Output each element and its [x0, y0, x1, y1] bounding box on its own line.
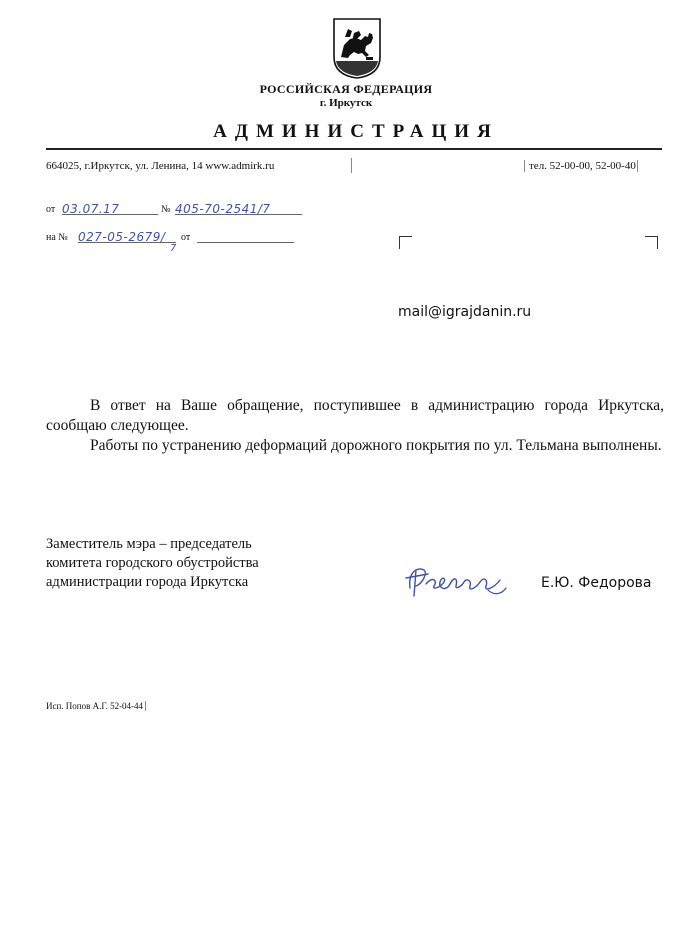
reply-label: на № [46, 232, 68, 243]
address-block-corner-right [645, 236, 658, 249]
header-divider [46, 148, 662, 150]
reply-from-label: от [181, 232, 191, 243]
reply-from-date-field [197, 228, 294, 243]
body-paragraph-2: Работы по устранению деформаций дорожного покрытия по ул. Тельмана выполнены. [90, 437, 662, 454]
executor-note: Исп. Попов А.Г. 52-04-44 [46, 701, 146, 711]
phone-line: тел. 52-00-00, 52-00-40 [524, 160, 638, 172]
signer-position [46, 535, 259, 592]
city-name: г. Иркутск [319, 97, 373, 109]
address-block-corner-left [399, 236, 412, 249]
signer-position-line-1: Заместитель мэра – председатель [46, 536, 252, 552]
reply-number-suffix: 7 [170, 243, 177, 254]
country-name: РОССИЙСКАЯ ФЕДЕРАЦИЯ [259, 82, 433, 96]
signer-position-line-3: администрации города Иркутска [46, 574, 249, 590]
signer-name: Е.Ю. Федорова [541, 575, 652, 591]
address-separator [351, 158, 352, 173]
signature-icon [402, 556, 510, 606]
coat-of-arms-icon [332, 17, 382, 79]
reply-number-field [78, 228, 176, 243]
number-label: № [161, 204, 171, 215]
number-field [175, 200, 302, 215]
from-date-field [62, 200, 158, 215]
number-value: 405-70-2541/7 [175, 202, 271, 216]
reply-number-value: 027-05-2679/ [78, 230, 166, 244]
body-paragraph-1: В ответ на Ваше обращение, поступившее в администрацию города Иркутска, сообщаю следующее. [46, 397, 664, 434]
address-line: 664025, г.Иркутск, ул. Ленина, 14 www.admirk.ru [46, 160, 275, 172]
from-date-value: 03.07.17 [62, 202, 120, 216]
recipient-email: mail@igrajdanin.ru [398, 304, 532, 320]
from-label: от [46, 204, 56, 215]
signer-position-line-2: комитета городского обустройства [46, 555, 259, 571]
organization-title: АДМИНИСТРАЦИЯ [213, 121, 499, 142]
letter-body [46, 396, 664, 456]
